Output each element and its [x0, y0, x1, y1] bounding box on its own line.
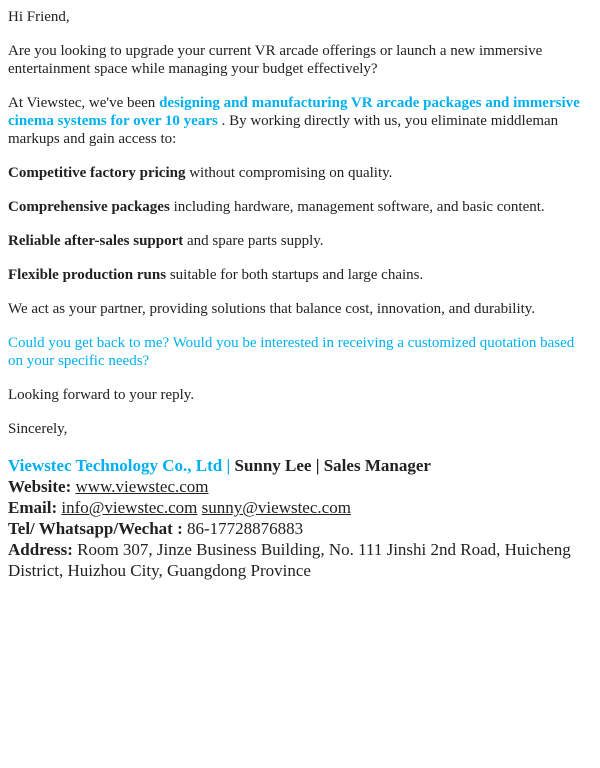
- about-prefix: At Viewstec, we've been: [8, 95, 160, 111]
- address-line: [8, 539, 592, 581]
- email-link-info[interactable]: info@viewstec.com: [61, 498, 198, 517]
- tel-label: Tel/ Whatsapp/Wechat :: [8, 519, 183, 538]
- about-paragraph: [8, 94, 592, 148]
- benefit-text: suitable for both startups and large chains.: [166, 267, 424, 283]
- cta-paragraph: Could you get back to me? Would you be interested in receiving a customized quotation based on your specific needs?: [8, 335, 575, 369]
- benefit-item: [8, 198, 592, 216]
- benefit-title: Comprehensive packages: [8, 199, 170, 215]
- benefit-text: and spare parts supply.: [183, 233, 324, 249]
- benefit-item: [8, 232, 592, 250]
- benefit-title: Flexible production runs: [8, 267, 167, 283]
- email-link-sunny[interactable]: sunny@viewstec.com: [201, 498, 351, 517]
- address-text: Room 307, Jinze Business Building, No. 111 Jinshi 2nd Road, Huicheng District, Huizhou City, Guangdong Province: [8, 540, 571, 580]
- website-line: [8, 476, 592, 497]
- about-suffix: . By working directly with us, you eliminate middleman markups and gain access to:: [8, 113, 559, 147]
- tel-number: 86-17728876883: [182, 519, 304, 538]
- greeting: Hi Friend,: [8, 9, 70, 25]
- benefit-item: [8, 164, 592, 182]
- website-link[interactable]: www.viewstec.com: [75, 477, 209, 496]
- person-title: Sunny Lee | Sales Manager: [230, 456, 431, 475]
- tel-line: [8, 518, 592, 539]
- partner-paragraph: We act as your partner, providing solutions that balance cost, innovation, and durability.: [8, 301, 536, 317]
- address-label: Address:: [8, 540, 73, 559]
- website-label: Website:: [8, 477, 72, 496]
- benefit-text: including hardware, management software, and basic content.: [169, 199, 545, 215]
- benefit-item: [8, 266, 592, 284]
- email-label: Email:: [8, 498, 58, 517]
- email-line: [8, 497, 592, 518]
- signature-block: [8, 455, 592, 581]
- closing-line: Looking forward to your reply.: [8, 387, 195, 403]
- benefit-title: Reliable after-sales support: [8, 233, 184, 249]
- about-highlight: designing and manufacturing VR arcade packages and immersive cinema systems for over 10 years: [8, 95, 580, 129]
- benefit-text: without compromising on quality.: [185, 165, 393, 181]
- intro-paragraph: Are you looking to upgrade your current VR arcade offerings or launch a new immersive entertainment space while managing your budget effectively?: [8, 43, 543, 77]
- signature-name-line: [8, 455, 592, 476]
- company-name: Viewstec Technology Co., Ltd |: [8, 456, 231, 475]
- benefit-title: Competitive factory pricing: [8, 165, 186, 181]
- signoff: Sincerely,: [8, 421, 68, 437]
